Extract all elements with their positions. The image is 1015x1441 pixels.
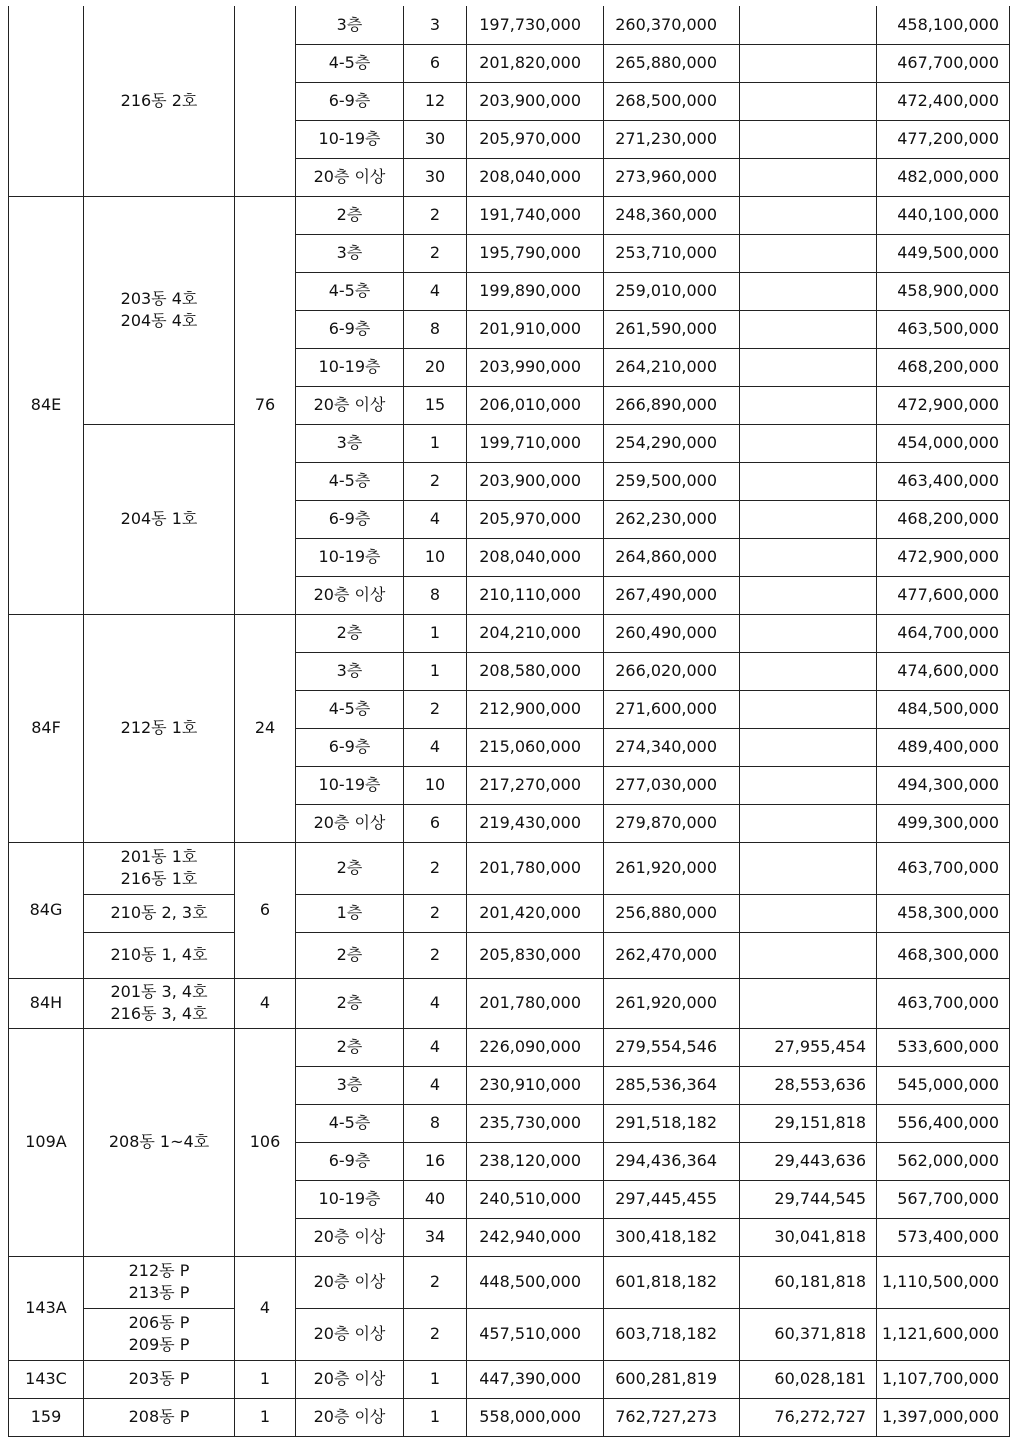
vat-cell: 60,181,818 bbox=[740, 1256, 877, 1308]
units-cell: 2 bbox=[404, 1308, 467, 1360]
dong-ho-label: 212동 1호 bbox=[120, 718, 198, 737]
units-cell: 15 bbox=[404, 386, 467, 424]
dong-ho-cell bbox=[84, 932, 235, 978]
vat-cell: 76,272,727 bbox=[740, 1398, 877, 1436]
table-row bbox=[9, 1308, 1010, 1360]
dong-ho-label: 201동 3, 4호 bbox=[110, 982, 208, 1001]
table-row bbox=[9, 1360, 1010, 1398]
total-price-cell: 463,700,000 bbox=[877, 978, 1010, 1028]
dong-ho-label: 212동 P bbox=[128, 1261, 190, 1280]
building-price-cell: 259,010,000 bbox=[604, 272, 740, 310]
building-price-cell: 264,210,000 bbox=[604, 348, 740, 386]
total-units-cell: 1 bbox=[235, 1398, 296, 1436]
land-price-cell: 205,970,000 bbox=[467, 500, 604, 538]
units-cell: 1 bbox=[404, 1360, 467, 1398]
floor-cell: 20층 이상 bbox=[296, 1308, 404, 1360]
building-price-cell: 297,445,455 bbox=[604, 1180, 740, 1218]
total-price-cell: 1,107,700,000 bbox=[877, 1360, 1010, 1398]
floor-cell: 2층 bbox=[296, 978, 404, 1028]
total-price-cell: 472,400,000 bbox=[877, 82, 1010, 120]
total-price-cell: 494,300,000 bbox=[877, 766, 1010, 804]
land-price-cell: 199,710,000 bbox=[467, 424, 604, 462]
floor-cell: 2층 bbox=[296, 1028, 404, 1066]
floor-cell: 3층 bbox=[296, 652, 404, 690]
units-cell: 4 bbox=[404, 728, 467, 766]
land-price-cell: 235,730,000 bbox=[467, 1104, 604, 1142]
table-row bbox=[9, 424, 1010, 462]
total-price-cell: 449,500,000 bbox=[877, 234, 1010, 272]
floor-cell: 10-19층 bbox=[296, 538, 404, 576]
floor-cell: 20층 이상 bbox=[296, 1398, 404, 1436]
table-row bbox=[9, 1256, 1010, 1308]
vat-cell: 60,371,818 bbox=[740, 1308, 877, 1360]
total-price-cell: 468,200,000 bbox=[877, 348, 1010, 386]
vat-cell bbox=[740, 120, 877, 158]
dong-ho-cell bbox=[84, 424, 235, 614]
dong-ho-label: 206동 P bbox=[128, 1313, 190, 1332]
land-price-cell: 238,120,000 bbox=[467, 1142, 604, 1180]
land-price-cell: 201,780,000 bbox=[467, 978, 604, 1028]
vat-cell bbox=[740, 894, 877, 932]
price-table bbox=[8, 6, 1010, 1437]
building-price-cell: 260,370,000 bbox=[604, 6, 740, 44]
total-price-cell: 1,397,000,000 bbox=[877, 1398, 1010, 1436]
total-price-cell: 463,700,000 bbox=[877, 842, 1010, 894]
total-price-cell: 567,700,000 bbox=[877, 1180, 1010, 1218]
units-cell: 8 bbox=[404, 576, 467, 614]
units-cell: 4 bbox=[404, 1066, 467, 1104]
unit-type-cell: 84F bbox=[9, 614, 84, 842]
units-cell: 2 bbox=[404, 932, 467, 978]
dong-ho-cell bbox=[84, 196, 235, 424]
floor-cell: 4-5층 bbox=[296, 272, 404, 310]
building-price-cell: 265,880,000 bbox=[604, 44, 740, 82]
units-cell: 4 bbox=[404, 1028, 467, 1066]
dong-ho-label: 208동 P bbox=[128, 1407, 190, 1426]
floor-cell: 10-19층 bbox=[296, 1180, 404, 1218]
building-price-cell: 279,870,000 bbox=[604, 804, 740, 842]
vat-cell: 27,955,454 bbox=[740, 1028, 877, 1066]
vat-cell bbox=[740, 500, 877, 538]
dong-ho-label: 209동 P bbox=[128, 1335, 190, 1354]
floor-cell: 10-19층 bbox=[296, 348, 404, 386]
table-row bbox=[9, 196, 1010, 234]
building-price-cell: 261,920,000 bbox=[604, 842, 740, 894]
vat-cell bbox=[740, 82, 877, 120]
floor-cell: 2층 bbox=[296, 196, 404, 234]
building-price-cell: 254,290,000 bbox=[604, 424, 740, 462]
floor-cell: 2층 bbox=[296, 614, 404, 652]
total-units-cell: 4 bbox=[235, 1256, 296, 1360]
dong-ho-label: 216동 2호 bbox=[120, 90, 198, 110]
land-price-cell: 201,780,000 bbox=[467, 842, 604, 894]
floor-cell: 6-9층 bbox=[296, 310, 404, 348]
vat-cell: 30,041,818 bbox=[740, 1218, 877, 1256]
land-price-cell: 208,580,000 bbox=[467, 652, 604, 690]
unit-type-cell: 143C bbox=[9, 1360, 84, 1398]
dong-ho-cell bbox=[84, 1398, 235, 1436]
vat-cell bbox=[740, 842, 877, 894]
vat-cell bbox=[740, 804, 877, 842]
units-cell: 40 bbox=[404, 1180, 467, 1218]
dong-ho-label: 210동 2, 3호 bbox=[110, 903, 208, 922]
vat-cell bbox=[740, 728, 877, 766]
units-cell: 4 bbox=[404, 500, 467, 538]
table-row bbox=[9, 842, 1010, 894]
total-price-cell: 458,300,000 bbox=[877, 894, 1010, 932]
floor-cell: 1층 bbox=[296, 894, 404, 932]
vat-cell: 29,443,636 bbox=[740, 1142, 877, 1180]
building-price-cell: 300,418,182 bbox=[604, 1218, 740, 1256]
dong-ho-label: 201동 1호 bbox=[120, 847, 198, 866]
unit-type-cell: 109A bbox=[9, 1028, 84, 1256]
units-cell: 2 bbox=[404, 196, 467, 234]
units-cell: 1 bbox=[404, 1398, 467, 1436]
land-price-cell: 217,270,000 bbox=[467, 766, 604, 804]
dong-ho-label: 213동 P bbox=[128, 1283, 190, 1302]
dong-ho-cell bbox=[84, 978, 235, 1028]
units-cell: 30 bbox=[404, 120, 467, 158]
total-price-cell: 464,700,000 bbox=[877, 614, 1010, 652]
land-price-cell: 210,110,000 bbox=[467, 576, 604, 614]
total-price-cell: 1,110,500,000 bbox=[877, 1256, 1010, 1308]
total-units-cell: 6 bbox=[235, 842, 296, 978]
unit-type-cell: 159 bbox=[9, 1398, 84, 1436]
table-row bbox=[9, 1398, 1010, 1436]
units-cell: 2 bbox=[404, 462, 467, 500]
vat-cell bbox=[740, 348, 877, 386]
floor-cell: 4-5층 bbox=[296, 462, 404, 500]
unit-type-cell: 84H bbox=[9, 978, 84, 1028]
vat-cell bbox=[740, 44, 877, 82]
dong-ho-cell bbox=[84, 894, 235, 932]
unit-type-cell: 84E bbox=[9, 196, 84, 614]
dong-ho-label: 203동 P bbox=[128, 1369, 190, 1388]
floor-cell: 20층 이상 bbox=[296, 1360, 404, 1398]
vat-cell bbox=[740, 6, 877, 44]
units-cell: 2 bbox=[404, 1256, 467, 1308]
floor-cell: 6-9층 bbox=[296, 728, 404, 766]
floor-cell: 3층 bbox=[296, 1066, 404, 1104]
dong-ho-cell bbox=[84, 1308, 235, 1360]
building-price-cell: 266,020,000 bbox=[604, 652, 740, 690]
units-cell: 10 bbox=[404, 766, 467, 804]
units-cell: 2 bbox=[404, 234, 467, 272]
floor-cell: 3층 bbox=[296, 6, 404, 44]
vat-cell bbox=[740, 932, 877, 978]
land-price-cell: 206,010,000 bbox=[467, 386, 604, 424]
unit-type-cell: 143A bbox=[9, 1256, 84, 1360]
building-price-cell: 253,710,000 bbox=[604, 234, 740, 272]
total-units-cell: 76 bbox=[235, 196, 296, 614]
total-price-cell: 454,000,000 bbox=[877, 424, 1010, 462]
dong-ho-cell bbox=[84, 6, 235, 196]
vat-cell: 28,553,636 bbox=[740, 1066, 877, 1104]
floor-cell: 4-5층 bbox=[296, 1104, 404, 1142]
dong-ho-label: 203동 4호 bbox=[120, 289, 198, 308]
land-price-cell: 448,500,000 bbox=[467, 1256, 604, 1308]
land-price-cell: 558,000,000 bbox=[467, 1398, 604, 1436]
building-price-cell: 271,600,000 bbox=[604, 690, 740, 728]
total-price-cell: 472,900,000 bbox=[877, 538, 1010, 576]
table-row bbox=[9, 978, 1010, 1028]
units-cell: 1 bbox=[404, 614, 467, 652]
vat-cell bbox=[740, 158, 877, 196]
land-price-cell: 226,090,000 bbox=[467, 1028, 604, 1066]
floor-cell: 20층 이상 bbox=[296, 386, 404, 424]
land-price-cell: 212,900,000 bbox=[467, 690, 604, 728]
total-units-cell: 4 bbox=[235, 978, 296, 1028]
total-price-cell: 440,100,000 bbox=[877, 196, 1010, 234]
land-price-cell: 195,790,000 bbox=[467, 234, 604, 272]
floor-cell: 10-19층 bbox=[296, 120, 404, 158]
vat-cell bbox=[740, 234, 877, 272]
floor-cell: 4-5층 bbox=[296, 690, 404, 728]
building-price-cell: 259,500,000 bbox=[604, 462, 740, 500]
vat-cell bbox=[740, 576, 877, 614]
units-cell: 4 bbox=[404, 272, 467, 310]
table-body bbox=[9, 6, 1010, 1436]
units-cell: 6 bbox=[404, 804, 467, 842]
units-cell: 20 bbox=[404, 348, 467, 386]
units-cell: 30 bbox=[404, 158, 467, 196]
floor-cell: 20층 이상 bbox=[296, 1256, 404, 1308]
building-price-cell: 262,470,000 bbox=[604, 932, 740, 978]
vat-cell: 60,028,181 bbox=[740, 1360, 877, 1398]
units-cell: 2 bbox=[404, 842, 467, 894]
land-price-cell: 203,990,000 bbox=[467, 348, 604, 386]
vat-cell bbox=[740, 196, 877, 234]
building-price-cell: 248,360,000 bbox=[604, 196, 740, 234]
total-price-cell: 463,400,000 bbox=[877, 462, 1010, 500]
vat-cell: 29,744,545 bbox=[740, 1180, 877, 1218]
units-cell: 2 bbox=[404, 894, 467, 932]
units-cell: 12 bbox=[404, 82, 467, 120]
dong-ho-cell bbox=[84, 614, 235, 842]
vat-cell bbox=[740, 462, 877, 500]
floor-cell: 20층 이상 bbox=[296, 1218, 404, 1256]
dong-ho-label: 208동 1~4호 bbox=[108, 1132, 210, 1151]
building-price-cell: 260,490,000 bbox=[604, 614, 740, 652]
vat-cell bbox=[740, 272, 877, 310]
floor-cell: 2층 bbox=[296, 932, 404, 978]
total-price-cell: 482,000,000 bbox=[877, 158, 1010, 196]
total-units-cell bbox=[235, 6, 296, 196]
vat-cell bbox=[740, 386, 877, 424]
vat-cell bbox=[740, 310, 877, 348]
vat-cell bbox=[740, 614, 877, 652]
table-row bbox=[9, 932, 1010, 978]
land-price-cell: 205,970,000 bbox=[467, 120, 604, 158]
table-row bbox=[9, 614, 1010, 652]
building-price-cell: 271,230,000 bbox=[604, 120, 740, 158]
building-price-cell: 256,880,000 bbox=[604, 894, 740, 932]
land-price-cell: 201,910,000 bbox=[467, 310, 604, 348]
land-price-cell: 204,210,000 bbox=[467, 614, 604, 652]
units-cell: 1 bbox=[404, 424, 467, 462]
land-price-cell: 205,830,000 bbox=[467, 932, 604, 978]
total-price-cell: 474,600,000 bbox=[877, 652, 1010, 690]
units-cell: 6 bbox=[404, 44, 467, 82]
units-cell: 8 bbox=[404, 1104, 467, 1142]
units-cell: 1 bbox=[404, 652, 467, 690]
total-price-cell: 499,300,000 bbox=[877, 804, 1010, 842]
building-price-cell: 264,860,000 bbox=[604, 538, 740, 576]
unit-type-cell bbox=[9, 6, 84, 196]
units-cell: 8 bbox=[404, 310, 467, 348]
vat-cell: 29,151,818 bbox=[740, 1104, 877, 1142]
dong-ho-label: 216동 1호 bbox=[120, 869, 198, 888]
building-price-cell: 291,518,182 bbox=[604, 1104, 740, 1142]
total-units-cell: 24 bbox=[235, 614, 296, 842]
units-cell: 10 bbox=[404, 538, 467, 576]
total-price-cell: 533,600,000 bbox=[877, 1028, 1010, 1066]
vat-cell bbox=[740, 766, 877, 804]
building-price-cell: 274,340,000 bbox=[604, 728, 740, 766]
dong-ho-label: 204동 1호 bbox=[120, 509, 198, 528]
floor-cell: 6-9층 bbox=[296, 82, 404, 120]
land-price-cell: 208,040,000 bbox=[467, 158, 604, 196]
total-price-cell: 463,500,000 bbox=[877, 310, 1010, 348]
building-price-cell: 601,818,182 bbox=[604, 1256, 740, 1308]
total-price-cell: 468,200,000 bbox=[877, 500, 1010, 538]
total-price-cell: 458,100,000 bbox=[877, 6, 1010, 44]
dong-ho-cell bbox=[84, 1256, 235, 1308]
land-price-cell: 230,910,000 bbox=[467, 1066, 604, 1104]
unit-type-cell: 84G bbox=[9, 842, 84, 978]
land-price-cell: 203,900,000 bbox=[467, 462, 604, 500]
total-price-cell: 484,500,000 bbox=[877, 690, 1010, 728]
total-price-cell: 545,000,000 bbox=[877, 1066, 1010, 1104]
building-price-cell: 277,030,000 bbox=[604, 766, 740, 804]
floor-cell: 3층 bbox=[296, 424, 404, 462]
total-price-cell: 467,700,000 bbox=[877, 44, 1010, 82]
building-price-cell: 267,490,000 bbox=[604, 576, 740, 614]
floor-cell: 20층 이상 bbox=[296, 158, 404, 196]
land-price-cell: 215,060,000 bbox=[467, 728, 604, 766]
dong-ho-cell bbox=[84, 842, 235, 894]
total-units-cell: 1 bbox=[235, 1360, 296, 1398]
land-price-cell: 191,740,000 bbox=[467, 196, 604, 234]
building-price-cell: 285,536,364 bbox=[604, 1066, 740, 1104]
units-cell: 4 bbox=[404, 978, 467, 1028]
floor-cell: 10-19층 bbox=[296, 766, 404, 804]
land-price-cell: 201,820,000 bbox=[467, 44, 604, 82]
vat-cell bbox=[740, 424, 877, 462]
table-row bbox=[9, 894, 1010, 932]
dong-ho-label: 210동 1, 4호 bbox=[110, 945, 208, 964]
floor-cell: 20층 이상 bbox=[296, 576, 404, 614]
dong-ho-label: 216동 3, 4호 bbox=[110, 1004, 208, 1023]
floor-cell: 6-9층 bbox=[296, 1142, 404, 1180]
building-price-cell: 762,727,273 bbox=[604, 1398, 740, 1436]
total-price-cell: 458,900,000 bbox=[877, 272, 1010, 310]
building-price-cell: 600,281,819 bbox=[604, 1360, 740, 1398]
building-price-cell: 261,920,000 bbox=[604, 978, 740, 1028]
total-price-cell: 556,400,000 bbox=[877, 1104, 1010, 1142]
land-price-cell: 447,390,000 bbox=[467, 1360, 604, 1398]
building-price-cell: 294,436,364 bbox=[604, 1142, 740, 1180]
total-price-cell: 472,900,000 bbox=[877, 386, 1010, 424]
total-price-cell: 573,400,000 bbox=[877, 1218, 1010, 1256]
total-price-cell: 477,600,000 bbox=[877, 576, 1010, 614]
dong-ho-cell bbox=[84, 1028, 235, 1256]
total-price-cell: 562,000,000 bbox=[877, 1142, 1010, 1180]
building-price-cell: 603,718,182 bbox=[604, 1308, 740, 1360]
total-price-cell: 477,200,000 bbox=[877, 120, 1010, 158]
building-price-cell: 279,554,546 bbox=[604, 1028, 740, 1066]
units-cell: 34 bbox=[404, 1218, 467, 1256]
building-price-cell: 273,960,000 bbox=[604, 158, 740, 196]
vat-cell bbox=[740, 690, 877, 728]
floor-cell: 4-5층 bbox=[296, 44, 404, 82]
building-price-cell: 266,890,000 bbox=[604, 386, 740, 424]
units-cell: 2 bbox=[404, 690, 467, 728]
total-units-cell: 106 bbox=[235, 1028, 296, 1256]
units-cell: 16 bbox=[404, 1142, 467, 1180]
total-price-cell: 489,400,000 bbox=[877, 728, 1010, 766]
table-row bbox=[9, 6, 1010, 44]
floor-cell: 20층 이상 bbox=[296, 804, 404, 842]
total-price-cell: 468,300,000 bbox=[877, 932, 1010, 978]
floor-cell: 2층 bbox=[296, 842, 404, 894]
units-cell: 3 bbox=[404, 6, 467, 44]
building-price-cell: 261,590,000 bbox=[604, 310, 740, 348]
total-price-cell: 1,121,600,000 bbox=[877, 1308, 1010, 1360]
vat-cell bbox=[740, 538, 877, 576]
land-price-cell: 457,510,000 bbox=[467, 1308, 604, 1360]
land-price-cell: 203,900,000 bbox=[467, 82, 604, 120]
floor-cell: 6-9층 bbox=[296, 500, 404, 538]
building-price-cell: 262,230,000 bbox=[604, 500, 740, 538]
vat-cell bbox=[740, 978, 877, 1028]
vat-cell bbox=[740, 652, 877, 690]
land-price-cell: 197,730,000 bbox=[467, 6, 604, 44]
land-price-cell: 219,430,000 bbox=[467, 804, 604, 842]
building-price-cell: 268,500,000 bbox=[604, 82, 740, 120]
dong-ho-label: 204동 4호 bbox=[120, 311, 198, 330]
dong-ho-cell bbox=[84, 1360, 235, 1398]
land-price-cell: 199,890,000 bbox=[467, 272, 604, 310]
land-price-cell: 201,420,000 bbox=[467, 894, 604, 932]
floor-cell: 3층 bbox=[296, 234, 404, 272]
land-price-cell: 240,510,000 bbox=[467, 1180, 604, 1218]
land-price-cell: 242,940,000 bbox=[467, 1218, 604, 1256]
table-row bbox=[9, 1028, 1010, 1066]
land-price-cell: 208,040,000 bbox=[467, 538, 604, 576]
